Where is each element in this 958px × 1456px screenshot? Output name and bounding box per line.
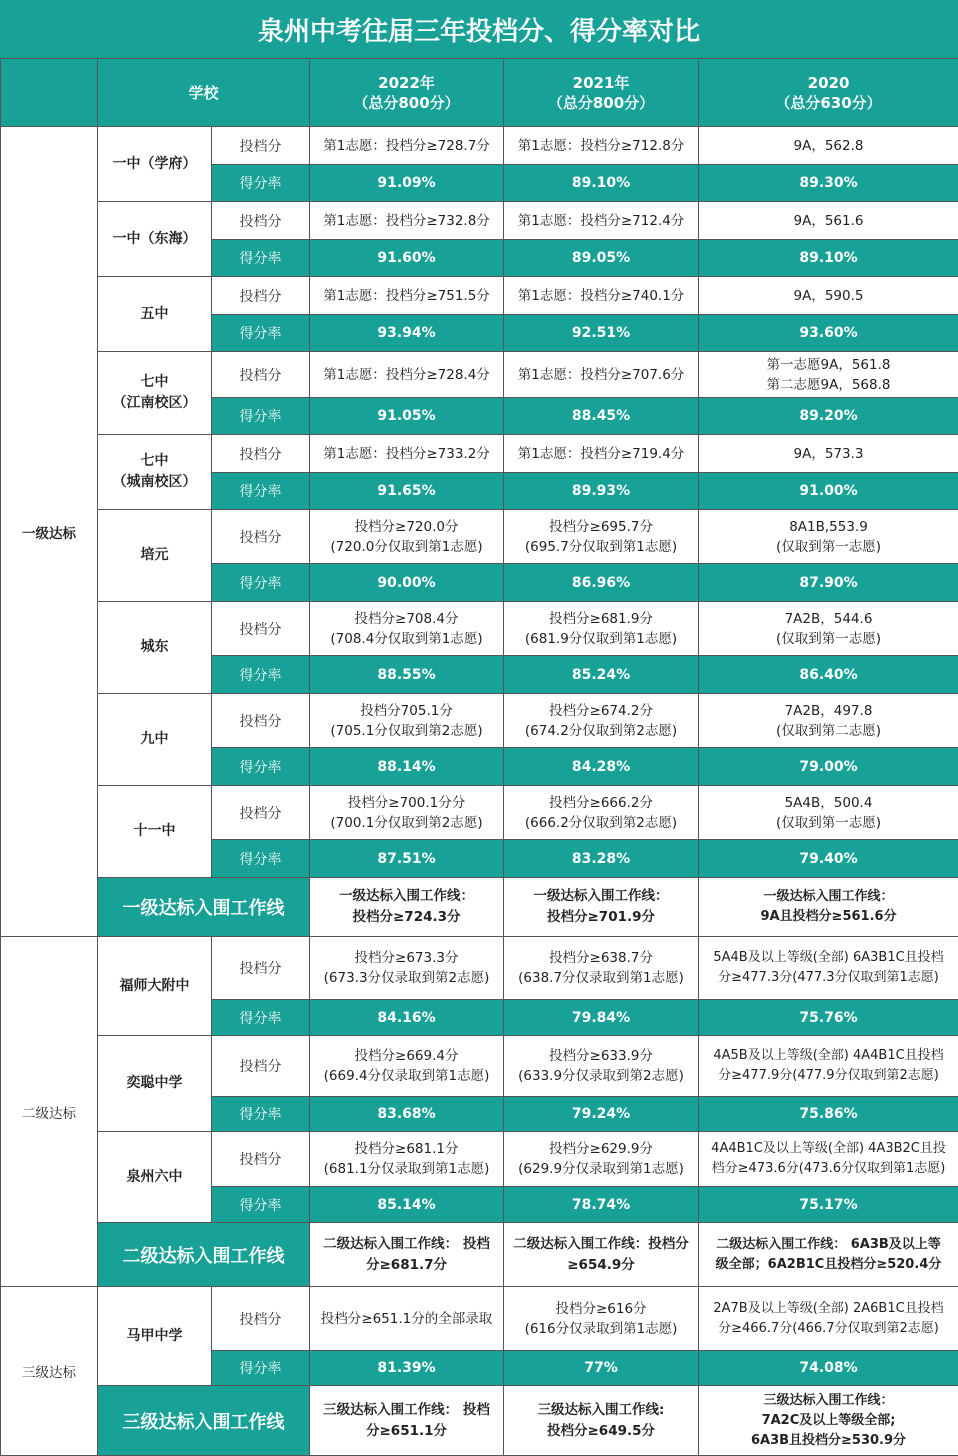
- score-label: 投档分: [212, 510, 310, 564]
- school-score-row: [1, 786, 958, 840]
- score-cell: [699, 602, 958, 656]
- school-score-row: [1, 510, 958, 564]
- school-name: [98, 1036, 212, 1132]
- score-text: 投档分≥651.1分的全部录取: [310, 1309, 503, 1329]
- rate-label: 得分率: [212, 165, 310, 202]
- score-cell: [504, 127, 699, 165]
- score-text: 投档分≥629.9分: [504, 1139, 698, 1159]
- score-text: 投档分≥708.4分: [310, 609, 503, 629]
- score-cell: [310, 602, 504, 656]
- rate-label: 得分率: [212, 315, 310, 352]
- score-note: (638.7分仅录取到第1志愿): [504, 968, 698, 988]
- score-text: 4A4B1C及以上等级(全部) 4A3B2C且投: [699, 1139, 958, 1159]
- score-text: 投档分≥700.1分分: [310, 793, 503, 813]
- rate-cell: 75.17%: [699, 1187, 958, 1223]
- school-name-line: 七中: [98, 451, 211, 472]
- score-text: 第1志愿：投档分≥732.8分: [310, 211, 503, 231]
- score-cell: [504, 277, 699, 315]
- score-text: 7A2B，497.8: [699, 701, 958, 721]
- threshold-cell: [699, 878, 958, 937]
- rate-cell: 91.05%: [310, 398, 504, 435]
- school-score-row: [1, 277, 958, 315]
- rate-cell: 89.05%: [504, 240, 699, 277]
- score-text: 第1志愿：投档分≥728.7分: [310, 136, 503, 156]
- score-cell: [504, 694, 699, 748]
- threshold-text: 二级达标入围工作线：投档分: [504, 1234, 698, 1255]
- score-note: (616分仅录取到第1志愿): [504, 1319, 698, 1339]
- score-text: 投档分≥681.1分: [310, 1139, 503, 1159]
- threshold-text: 二级达标入围工作线： 投档: [310, 1234, 503, 1255]
- score-text: 投档分≥720.0分: [310, 517, 503, 537]
- score-note: (674.2分仅取到第2志愿): [504, 721, 698, 741]
- rate-label: 得分率: [212, 1351, 310, 1386]
- rate-cell: 88.14%: [310, 748, 504, 786]
- school-name-line: 培元: [98, 545, 211, 566]
- threshold-text: 7A2C及以上等级全部;: [699, 1411, 958, 1431]
- score-label: 投档分: [212, 1132, 310, 1187]
- score-cell: [699, 694, 958, 748]
- score-cell: [699, 352, 958, 398]
- school-name-line: 福师大附中: [98, 976, 211, 997]
- school-name: [98, 127, 212, 202]
- score-cell: [310, 127, 504, 165]
- score-note: (仅取到第一志愿): [699, 813, 958, 833]
- rate-label: 得分率: [212, 1187, 310, 1223]
- score-note: (仅取到第二志愿): [699, 721, 958, 741]
- school-name: [98, 277, 212, 352]
- score-text: 第1志愿：投档分≥751.5分: [310, 286, 503, 306]
- school-score-row: [1, 202, 958, 240]
- score-cell: [504, 1132, 699, 1187]
- rate-label: 得分率: [212, 1000, 310, 1036]
- rate-label: 得分率: [212, 656, 310, 694]
- rate-cell: 74.08%: [699, 1351, 958, 1386]
- rate-cell: 91.09%: [310, 165, 504, 202]
- score-cell: [310, 277, 504, 315]
- score-note: 分≥466.7分(466.7分仅取到第2志愿): [699, 1319, 958, 1339]
- score-text: 8A1B,553.9: [699, 517, 958, 537]
- score-cell: [504, 1287, 699, 1351]
- school-name: [98, 435, 212, 510]
- score-cell: [699, 510, 958, 564]
- score-cell: [310, 1287, 504, 1351]
- score-cell: [699, 786, 958, 840]
- score-text: 第1志愿：投档分≥712.4分: [504, 211, 698, 231]
- threshold-row: [1, 1386, 958, 1456]
- threshold-text: 6A3B且投档分≥530.9分: [699, 1431, 958, 1451]
- score-cell: [699, 127, 958, 165]
- rate-cell: 86.96%: [504, 564, 699, 602]
- score-label: 投档分: [212, 786, 310, 840]
- school-name: [98, 510, 212, 602]
- school-score-row: [1, 694, 958, 748]
- rate-cell: 89.30%: [699, 165, 958, 202]
- score-text: 9A，590.5: [699, 286, 958, 306]
- score-note: 档分≥473.6分(473.6分仅取到第1志愿): [699, 1159, 958, 1179]
- rate-cell: 89.10%: [504, 165, 699, 202]
- score-cell: [504, 202, 699, 240]
- score-text: 5A4B及以上等级(全部) 6A3B1C且投档: [699, 948, 958, 968]
- score-text: 投档分≥674.2分: [504, 701, 698, 721]
- school-score-row: [1, 1287, 958, 1351]
- rate-cell: 77%: [504, 1351, 699, 1386]
- rate-cell: 91.00%: [699, 473, 958, 510]
- score-text: 9A，562.8: [699, 136, 958, 156]
- school-name-line: 马甲中学: [98, 1326, 211, 1347]
- score-cell: [310, 352, 504, 398]
- school-name-line: 城东: [98, 637, 211, 658]
- rate-cell: 79.40%: [699, 840, 958, 878]
- level-label: 二级达标: [1, 937, 98, 1287]
- header-year-note: （总分630分）: [699, 93, 958, 113]
- score-cell: [310, 1036, 504, 1097]
- rate-cell: 92.51%: [504, 315, 699, 352]
- rate-label: 得分率: [212, 748, 310, 786]
- score-label: 投档分: [212, 435, 310, 473]
- score-note: 分≥477.3分(477.3分仅取到第1志愿): [699, 968, 958, 988]
- school-name-line: 一中（学府）: [98, 154, 211, 175]
- rate-cell: 79.00%: [699, 748, 958, 786]
- score-text: 投档分705.1分: [310, 701, 503, 721]
- score-text: 投档分≥616分: [504, 1299, 698, 1319]
- score-cell: [310, 694, 504, 748]
- comparison-table: [0, 58, 958, 1456]
- rate-cell: 93.94%: [310, 315, 504, 352]
- score-text: 投档分≥638.7分: [504, 948, 698, 968]
- score-note: (673.3分仅录取到第2志愿): [310, 968, 503, 988]
- threshold-label: 三级达标入围工作线: [98, 1386, 310, 1456]
- rate-cell: 75.86%: [699, 1097, 958, 1132]
- school-name: [98, 202, 212, 277]
- threshold-label: 一级达标入围工作线: [98, 878, 310, 937]
- school-name: [98, 1287, 212, 1386]
- score-note: (681.9分仅取到第1志愿): [504, 629, 698, 649]
- score-text: 投档分≥681.9分: [504, 609, 698, 629]
- header-year-label: 2022年: [310, 73, 503, 93]
- score-cell: [699, 1287, 958, 1351]
- score-cell: [699, 277, 958, 315]
- rate-cell: 89.20%: [699, 398, 958, 435]
- threshold-text: 三级达标入围工作线:: [504, 1400, 698, 1421]
- threshold-cell: [504, 878, 699, 937]
- rate-cell: 93.60%: [699, 315, 958, 352]
- score-note: 分≥477.9分(477.9分仅取到第2志愿): [699, 1066, 958, 1086]
- rate-cell: 88.55%: [310, 656, 504, 694]
- threshold-label: 二级达标入围工作线: [98, 1223, 310, 1287]
- score-note: (695.7分仅取到第1志愿): [504, 537, 698, 557]
- score-text: 投档分≥669.4分: [310, 1046, 503, 1066]
- score-text: 投档分≥633.9分: [504, 1046, 698, 1066]
- threshold-cell: [699, 1386, 958, 1456]
- level-label: 一级达标: [1, 127, 98, 937]
- header-year-note: （总分800分）: [504, 93, 698, 113]
- rate-cell: 79.84%: [504, 1000, 699, 1036]
- score-note: (669.4分仅录取到第1志愿): [310, 1066, 503, 1086]
- score-text: 9A，561.6: [699, 211, 958, 231]
- threshold-text: 三级达标入围工作线：: [699, 1391, 958, 1411]
- rate-label: 得分率: [212, 398, 310, 435]
- score-note: (仅取到第一志愿): [699, 629, 958, 649]
- score-note: (705.1分仅取到第2志愿): [310, 721, 503, 741]
- threshold-row: [1, 878, 958, 937]
- rate-cell: 87.51%: [310, 840, 504, 878]
- header-year-0: [310, 59, 504, 127]
- school-name: [98, 786, 212, 878]
- school-name-line: 七中: [98, 372, 211, 393]
- score-label: 投档分: [212, 694, 310, 748]
- score-label: 投档分: [212, 1287, 310, 1351]
- rate-cell: 84.16%: [310, 1000, 504, 1036]
- header-year-note: （总分800分）: [310, 93, 503, 113]
- score-cell: [699, 1036, 958, 1097]
- school-score-row: [1, 127, 958, 165]
- school-name-line: 奕聪中学: [98, 1073, 211, 1094]
- threshold-text: 9A且投档分≥561.6分: [699, 907, 958, 927]
- rate-cell: 83.28%: [504, 840, 699, 878]
- header-blank: [1, 59, 98, 127]
- rate-cell: 90.00%: [310, 564, 504, 602]
- score-text: 投档分≥695.7分: [504, 517, 698, 537]
- rate-cell: 83.68%: [310, 1097, 504, 1132]
- score-cell: [310, 435, 504, 473]
- score-text: 第1志愿：投档分≥740.1分: [504, 286, 698, 306]
- score-note: (633.9分仅录取到第2志愿): [504, 1066, 698, 1086]
- threshold-text: 一级达标入围工作线：: [504, 886, 698, 907]
- threshold-text: 三级达标入围工作线： 投档: [310, 1400, 503, 1421]
- score-text-2: 第二志愿9A，568.8: [699, 375, 958, 395]
- score-note: (708.4分仅取到第1志愿): [310, 629, 503, 649]
- threshold-cell: [699, 1223, 958, 1287]
- score-text: 投档分≥666.2分: [504, 793, 698, 813]
- rate-cell: 89.10%: [699, 240, 958, 277]
- threshold-text: 分≥651.1分: [310, 1421, 503, 1442]
- school-name-line: 泉州六中: [98, 1167, 211, 1188]
- score-cell: [699, 1132, 958, 1187]
- score-cell: [310, 1132, 504, 1187]
- score-text: 第1志愿：投档分≥707.6分: [504, 365, 698, 385]
- rate-cell: 91.60%: [310, 240, 504, 277]
- score-cell: [310, 786, 504, 840]
- threshold-text: 二级达标入围工作线： 6A3B及以上等: [699, 1235, 958, 1255]
- header-school: 学校: [98, 59, 310, 127]
- rate-cell: 87.90%: [699, 564, 958, 602]
- school-name: [98, 602, 212, 694]
- score-text: 第1志愿：投档分≥728.4分: [310, 365, 503, 385]
- score-text: 第1志愿：投档分≥712.8分: [504, 136, 698, 156]
- header-row: [1, 59, 958, 127]
- rate-label: 得分率: [212, 564, 310, 602]
- school-name: [98, 352, 212, 435]
- score-cell: [504, 602, 699, 656]
- score-label: 投档分: [212, 352, 310, 398]
- score-label: 投档分: [212, 202, 310, 240]
- score-cell: [699, 202, 958, 240]
- rate-cell: 88.45%: [504, 398, 699, 435]
- header-year-1: [504, 59, 699, 127]
- rate-cell: 79.24%: [504, 1097, 699, 1132]
- threshold-cell: [310, 878, 504, 937]
- school-score-row: [1, 435, 958, 473]
- score-note: (720.0分仅取到第1志愿): [310, 537, 503, 557]
- score-cell: [699, 435, 958, 473]
- score-note: (681.1分仅录取到第1志愿): [310, 1159, 503, 1179]
- school-name-sub: （江南校区）: [98, 393, 211, 414]
- rate-cell: 81.39%: [310, 1351, 504, 1386]
- level-label: 三级达标: [1, 1287, 98, 1456]
- score-cell: [504, 352, 699, 398]
- threshold-text: 级全部；6A2B1C且投档分≥520.4分: [699, 1255, 958, 1275]
- score-text: 第一志愿9A，561.8: [699, 355, 958, 375]
- page-title: 泉州中考往届三年投档分、得分率对比: [0, 0, 958, 59]
- threshold-cell: [504, 1386, 699, 1456]
- school-score-row: [1, 1132, 958, 1187]
- score-text: 2A7B及以上等级(全部) 2A6B1C且投档: [699, 1299, 958, 1319]
- score-cell: [504, 937, 699, 1000]
- score-text: 9A，573.3: [699, 444, 958, 464]
- school-score-row: [1, 602, 958, 656]
- threshold-text: 投档分≥649.5分: [504, 1421, 698, 1442]
- score-cell: [504, 510, 699, 564]
- school-name: [98, 1132, 212, 1223]
- score-note: (700.1分仅取到第2志愿): [310, 813, 503, 833]
- score-text: 7A2B，544.6: [699, 609, 958, 629]
- score-text: 第1志愿：投档分≥719.4分: [504, 444, 698, 464]
- school-name-line: 一中（东海）: [98, 229, 211, 250]
- threshold-cell: [504, 1223, 699, 1287]
- score-cell: [504, 786, 699, 840]
- school-name: [98, 937, 212, 1036]
- rate-cell: 85.14%: [310, 1187, 504, 1223]
- school-name: [98, 694, 212, 786]
- threshold-text: ≥654.9分: [504, 1255, 698, 1276]
- rate-label: 得分率: [212, 473, 310, 510]
- score-text: 5A4B，500.4: [699, 793, 958, 813]
- score-text: 第1志愿：投档分≥733.2分: [310, 444, 503, 464]
- rate-cell: 85.24%: [504, 656, 699, 694]
- threshold-cell: [310, 1386, 504, 1456]
- threshold-text: 投档分≥724.3分: [310, 907, 503, 928]
- threshold-text: 一级达标入围工作线：: [699, 887, 958, 907]
- threshold-text: 分≥681.7分: [310, 1255, 503, 1276]
- score-cell: [699, 937, 958, 1000]
- threshold-cell: [310, 1223, 504, 1287]
- school-name-line: 十一中: [98, 821, 211, 842]
- score-label: 投档分: [212, 277, 310, 315]
- score-cell: [310, 202, 504, 240]
- score-cell: [310, 510, 504, 564]
- school-name-line: 五中: [98, 304, 211, 325]
- score-note: (仅取到第一志愿): [699, 537, 958, 557]
- score-text: 投档分≥673.3分: [310, 948, 503, 968]
- school-name-sub: （城南校区）: [98, 472, 211, 493]
- score-cell: [504, 435, 699, 473]
- score-cell: [310, 937, 504, 1000]
- score-label: 投档分: [212, 127, 310, 165]
- header-year-label: 2020: [699, 73, 958, 93]
- threshold-text: 投档分≥701.9分: [504, 907, 698, 928]
- header-year-2: [699, 59, 958, 127]
- rate-cell: 91.65%: [310, 473, 504, 510]
- school-score-row: [1, 1036, 958, 1097]
- rate-cell: 86.40%: [699, 656, 958, 694]
- score-label: 投档分: [212, 602, 310, 656]
- score-label: 投档分: [212, 1036, 310, 1097]
- school-score-row: [1, 937, 958, 1000]
- header-year-label: 2021年: [504, 73, 698, 93]
- rate-label: 得分率: [212, 840, 310, 878]
- rate-cell: 84.28%: [504, 748, 699, 786]
- score-cell: [504, 1036, 699, 1097]
- rate-cell: 75.76%: [699, 1000, 958, 1036]
- rate-cell: 78.74%: [504, 1187, 699, 1223]
- threshold-text: 一级达标入围工作线：: [310, 886, 503, 907]
- score-label: 投档分: [212, 937, 310, 1000]
- score-note: (666.2分仅取到第2志愿): [504, 813, 698, 833]
- rate-label: 得分率: [212, 240, 310, 277]
- score-text: 4A5B及以上等级(全部) 4A4B1C且投档: [699, 1046, 958, 1066]
- rate-label: 得分率: [212, 1097, 310, 1132]
- school-name-line: 九中: [98, 729, 211, 750]
- rate-cell: 89.93%: [504, 473, 699, 510]
- threshold-row: [1, 1223, 958, 1287]
- score-note: (629.9分仅录取到第1志愿): [504, 1159, 698, 1179]
- school-score-row: [1, 352, 958, 398]
